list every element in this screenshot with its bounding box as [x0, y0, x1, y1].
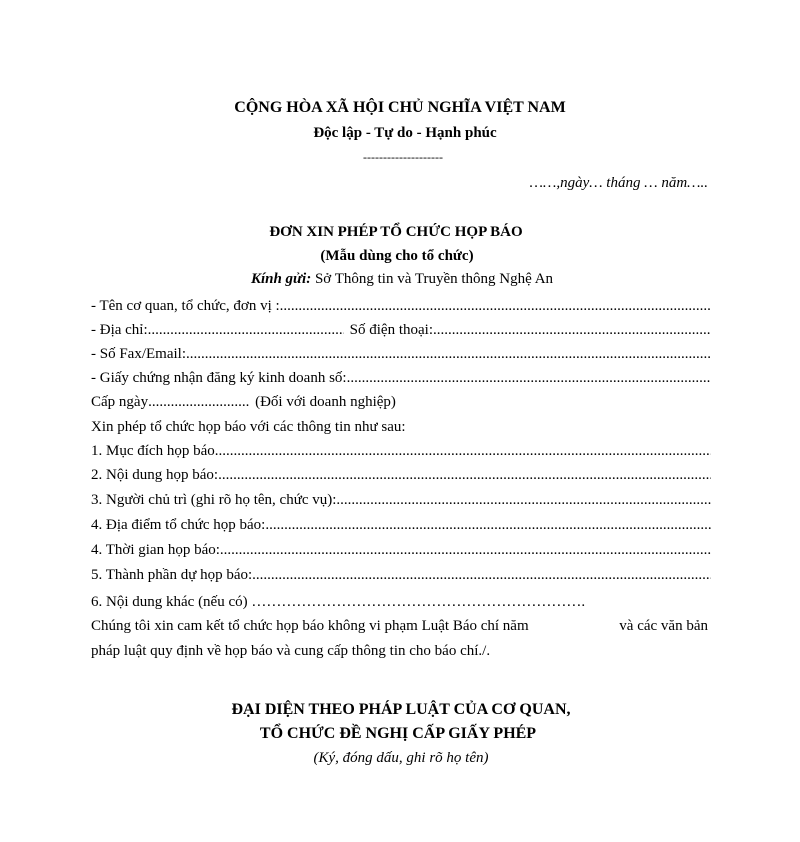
org-name-label: - Tên cơ quan, tổ chức, đơn vị : [91, 298, 280, 314]
nation-heading: CỘNG HÒA XÃ HỘI CHỦ NGHĨA VIỆT NAM [234, 99, 566, 116]
info-item [91, 517, 711, 534]
info-item [91, 443, 711, 460]
info-item [91, 567, 711, 584]
org-name-blank[interactable] [280, 298, 711, 315]
signature-title-1: ĐẠI DIỆN THEO PHÁP LUẬT CỦA CƠ QUAN, [231, 701, 571, 718]
intro-text: Xin phép tổ chức họp báo với các thông tin như sau: [91, 419, 406, 435]
address-label: - Địa chỉ: [91, 322, 148, 338]
business-cert-label: - Giấy chứng nhận đăng ký kinh doanh số: [91, 370, 347, 386]
info-item-blank[interactable] [336, 492, 711, 509]
info-item [91, 542, 711, 559]
header-rule: -------------------- [363, 150, 443, 164]
fax-email-blank[interactable] [186, 346, 711, 363]
issue-date-field [91, 394, 396, 411]
fax-email-label: - Số Fax/Email: [91, 346, 186, 362]
other-content-line: 6. Nội dung khác (nếu có) …………………………………………………………. [91, 594, 586, 610]
info-item-blank[interactable] [218, 467, 711, 484]
info-item [91, 467, 711, 484]
info-item-label: 3. Người chủ trì (ghi rõ họ tên, chức vụ): [91, 492, 337, 508]
commitment-text-1: Chúng tôi xin cam kết tổ chức họp báo không vi phạm Luật Báo chí năm [91, 618, 529, 634]
info-item-blank[interactable] [265, 517, 711, 534]
fax-email-field [91, 346, 711, 363]
org-name-field [91, 298, 711, 315]
issue-date-label: Cấp ngày [91, 394, 149, 410]
info-item-label: 4. Thời gian họp báo: [91, 542, 220, 558]
info-item-blank[interactable] [220, 542, 711, 559]
info-item [91, 492, 711, 509]
info-item-label: 2. Nội dung họp báo: [91, 467, 219, 483]
info-item-label: 5. Thành phần dự họp báo: [91, 567, 253, 583]
form-title: ĐƠN XIN PHÉP TỔ CHỨC HỌP BÁO [269, 224, 523, 240]
commitment-text-2: pháp luật quy định về họp báo và cung cấp thông tin cho báo chí./. [91, 643, 491, 659]
address-blank[interactable] [148, 322, 344, 339]
phone-blank[interactable] [433, 322, 711, 339]
business-cert-blank[interactable] [347, 370, 711, 387]
info-item-blank[interactable] [215, 443, 711, 460]
info-item-blank[interactable] [252, 567, 711, 584]
issue-note: (Đối với doanh nghiệp) [255, 394, 396, 410]
info-item-label: 1. Mục đích họp báo [91, 443, 215, 459]
recipient: Sở Thông tin và Truyền thông Nghệ An [314, 271, 554, 287]
business-cert-field [91, 370, 711, 387]
info-item-label: 4. Địa điểm tổ chức họp báo: [91, 517, 266, 533]
signature-title-2: TỔ CHỨC ĐỀ NGHỊ CẤP GIẤY PHÉP [259, 725, 537, 742]
signature-note: (Ký, đóng dấu, ghi rõ họ tên) [313, 750, 489, 766]
commitment-text-1-end: và các văn bản [619, 618, 708, 634]
address-phone-field [91, 322, 711, 339]
recipient-line [2, 271, 800, 288]
form-subtitle: (Mẫu dùng cho tổ chức) [320, 248, 474, 264]
recipient-label: Kính gửi: [250, 271, 312, 287]
issue-date-blank[interactable] [148, 394, 250, 411]
motto: Độc lập - Tự do - Hạnh phúc [313, 125, 497, 141]
date-line: ……,ngày… tháng … năm….. [529, 175, 708, 191]
phone-label: Số điện thoại: [349, 322, 433, 338]
